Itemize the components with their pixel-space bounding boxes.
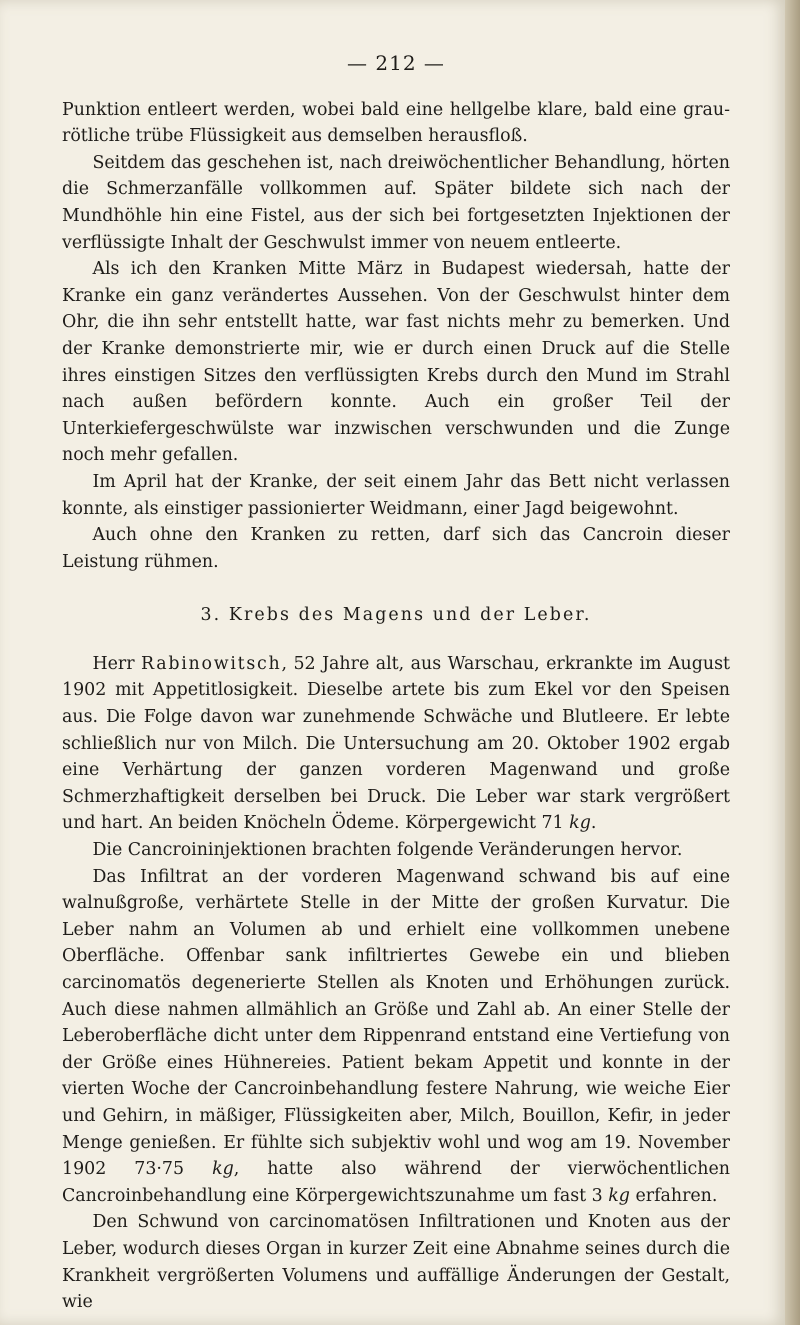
unit-kg: kg xyxy=(569,813,591,834)
changes-part-2: , hatte also während der vierwöchentlichen Cancroinbehandlung eine Körpergewichtszunahme um fast 3 xyxy=(62,1159,730,1206)
case-salutation: Herr xyxy=(92,653,135,674)
paragraph-case-intro xyxy=(62,651,730,837)
paragraph-injections: Die Cancroininjektionen brachten folgende Veränderungen hervor. xyxy=(92,840,683,861)
unit-kg-2: kg xyxy=(608,1185,630,1206)
case-intro-end: . xyxy=(590,813,597,834)
case-intro-text: , 52 Jahre alt, aus Warschau, erkrankte im August 1902 mit Appetitlosigkeit. Dieselbe artete bis zum Ekel vor den Speisen aus. Die Folge davon war zunehmende Schwäche und Blutleere. Er lebte schließlich nur von Milch. Die Untersuchung am 20. Oktober 1902 ergab eine Verhärtung der ganzen vorderen Magenwand und große Schmerzhaftigkeit derselben bei Druck. Die Leber war stark vergrößert und hart. An beiden Knöcheln Ödeme. Körpergewicht 71 xyxy=(62,653,731,834)
paragraph-1: Punktion entleert werden, wobei bald eine hellgelbe klare, bald eine grau-rötliche trübe Flüssigkeit aus demselben herausfloß. xyxy=(62,99,730,147)
paragraph-2: Seitdem das geschehen ist, nach dreiwöchentlicher Behandlung, hörten die Schmerzanfälle vollkommen auf. Später bildete sich nach der Mundhöhle hin eine Fistel, aus der sich bei fortgesetzten Injektionen der verflüssigte Inhalt der Geschwulst immer von neuem entleerte. xyxy=(62,152,730,253)
paragraph-last: Den Schwund von carcinomatösen Infiltrationen und Knoten aus der Leber, wodurch dieses Organ in kurzer Zeit eine Abnahme seines durch die Krankheit vergrößerten Volumens und auffällige Änderungen der Gestalt, wie xyxy=(62,1212,730,1313)
section-title: 3. Krebs des Magens und der Leber. xyxy=(200,605,592,626)
patient-name: Rabinowitsch xyxy=(141,653,282,674)
page-text xyxy=(62,50,730,1316)
page-number-header: — 212 — xyxy=(347,51,445,75)
unit-kg-1: kg xyxy=(212,1159,234,1180)
paragraph-changes xyxy=(62,864,730,1210)
page-edge-shadow xyxy=(785,0,800,1325)
paragraph-5: Auch ohne den Kranken zu retten, darf sich das Cancroin dieser Leistung rühmen. xyxy=(62,525,730,572)
changes-part-3: erfahren. xyxy=(629,1185,718,1206)
paragraph-3: Als ich den Kranken Mitte März in Budapest wiedersah, hatte der Kranke ein ganz verändertes Aussehen. Von der Geschwulst hinter dem Ohr, die ihn sehr entstellt hatte, war fast nichts mehr zu bemerken. Und der Kranke demonstrierte mir, wie er durch einen Druck auf die Stelle ihres einstigen Sitzes den verflüssigten Krebs durch den Mund im Strahl nach außen befördern konnte. Auch ein großer Teil der Unterkiefergeschwülste war inzwischen verschwunden und die Zunge noch mehr gefallen. xyxy=(62,259,730,466)
paragraph-4: Im April hat der Kranke, der seit einem Jahr das Bett nicht verlassen konnte, als einstiger passionierter Weidmann, einer Jagd beigewohnt. xyxy=(62,471,730,519)
changes-part-1: Das Infiltrat an der vorderen Magenwand schwand bis auf eine walnußgroße, verhärtete Stelle in der Mitte der großen Kurvatur. Die Leber nahm an Volumen ab und erhielt eine vollkommen unebene Oberfläche. Offenbar sank infiltriertes Gewebe ein und blieben carcinomatös degenerierte Stellen als Knoten und Erhöhungen zurück. Auch diese nahmen allmählich an Größe und Zahl ab. An einer Stelle der Leberoberfläche dicht unter dem Rippenrand entstand eine Vertiefung von der Größe eines Hühnereies. Patient bekam Appetit und konnte in der vierten Woche der Cancroinbehandlung festere Nahrung, wie weiche Eier und Gehirn, in mäßiger, Flüssigkeiten aber, Milch, Bouillon, Kefir, in jeder Menge genießen. Er fühlte sich subjektiv wohl und wog am 19. November 1902 73·75 xyxy=(62,866,730,1180)
